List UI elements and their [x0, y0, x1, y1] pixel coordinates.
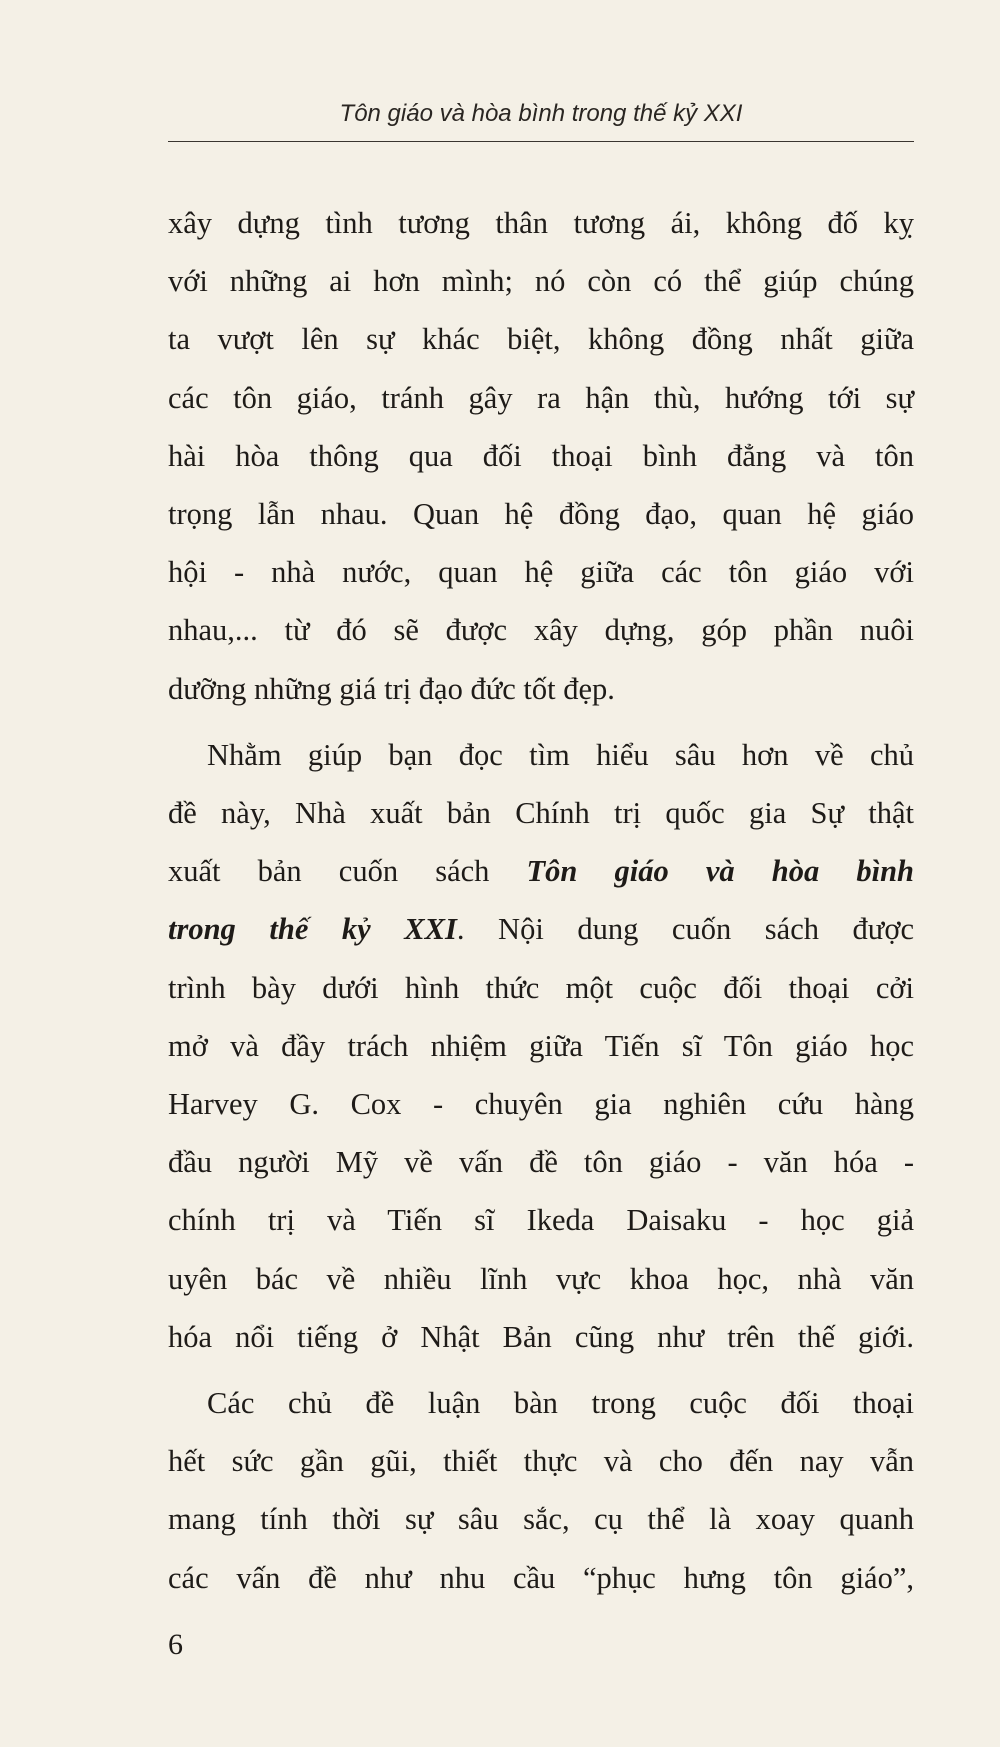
body-text	[168, 194, 914, 1607]
text-line: dưỡng những giá trị đạo đức tốt đẹp.	[168, 671, 615, 706]
page-number: 6	[168, 1628, 183, 1661]
text-line: các tôn giáo, tránh gây ra hận thù, hướng tới sự	[168, 380, 914, 415]
text-line: đầu người Mỹ về vấn đề tôn giáo - văn hóa -	[168, 1145, 914, 1180]
text-line: hội - nhà nước, quan hệ giữa các tôn giáo với	[168, 555, 914, 590]
text-run: xuất bản cuốn sách	[168, 854, 527, 889]
text-line: trình bày dưới hình thức một cuộc đối thoại cởi	[168, 970, 914, 1005]
text-line: xây dựng tình tương thân tương ái, không đố kỵ	[168, 206, 914, 240]
text-line: hết sức gần gũi, thiết thực và cho đến nay vẫn	[168, 1444, 914, 1479]
paragraph-1	[168, 194, 914, 718]
book-title-emphasis: Tôn giáo và hòa bình	[526, 854, 914, 889]
text-line: với những ai hơn mình; nó còn có thể giúp chúng	[168, 264, 914, 299]
text-run: . Nội dung cuốn sách được	[456, 912, 914, 947]
text-line: trọng lẫn nhau. Quan hệ đồng đạo, quan hệ giáo	[168, 497, 914, 532]
text-line: hóa nổi tiếng ở Nhật Bản cũng như trên thế giới.	[168, 1319, 914, 1354]
text-line: Nhằm giúp bạn đọc tìm hiểu sâu hơn về chủ	[207, 737, 914, 772]
text-line: các vấn đề như nhu cầu “phục hưng tôn giáo”,	[168, 1560, 914, 1595]
text-line: mở và đầy trách nhiệm giữa Tiến sĩ Tôn giáo học	[168, 1028, 914, 1063]
header-rule	[168, 141, 914, 142]
text-line: Các chủ đề luận bàn trong cuộc đối thoại	[207, 1386, 914, 1421]
text-line: chính trị và Tiến sĩ Ikeda Daisaku - học giả	[168, 1203, 914, 1238]
text-line: Harvey G. Cox - chuyên gia nghiên cứu hàng	[168, 1087, 914, 1122]
text-line	[168, 900, 914, 958]
text-line: uyên bác về nhiều lĩnh vực khoa học, nhà văn	[168, 1261, 914, 1296]
text-line: mang tính thời sự sâu sắc, cụ thể là xoay quanh	[168, 1502, 914, 1537]
paragraph-3	[168, 1374, 914, 1607]
text-line: hài hòa thông qua đối thoại bình đẳng và tôn	[168, 438, 914, 473]
paragraph-2	[168, 726, 914, 1366]
running-header: Tôn giáo và hòa bình trong thế kỷ XXI	[339, 100, 743, 127]
text-line	[168, 842, 914, 900]
text-line: ta vượt lên sự khác biệt, không đồng nhất giữa	[168, 322, 914, 357]
text-line: đề này, Nhà xuất bản Chính trị quốc gia Sự thật	[168, 796, 914, 831]
text-line: nhau,... từ đó sẽ được xây dựng, góp phần nuôi	[168, 613, 914, 648]
book-title-emphasis: trong thế kỷ XXI	[168, 912, 457, 947]
